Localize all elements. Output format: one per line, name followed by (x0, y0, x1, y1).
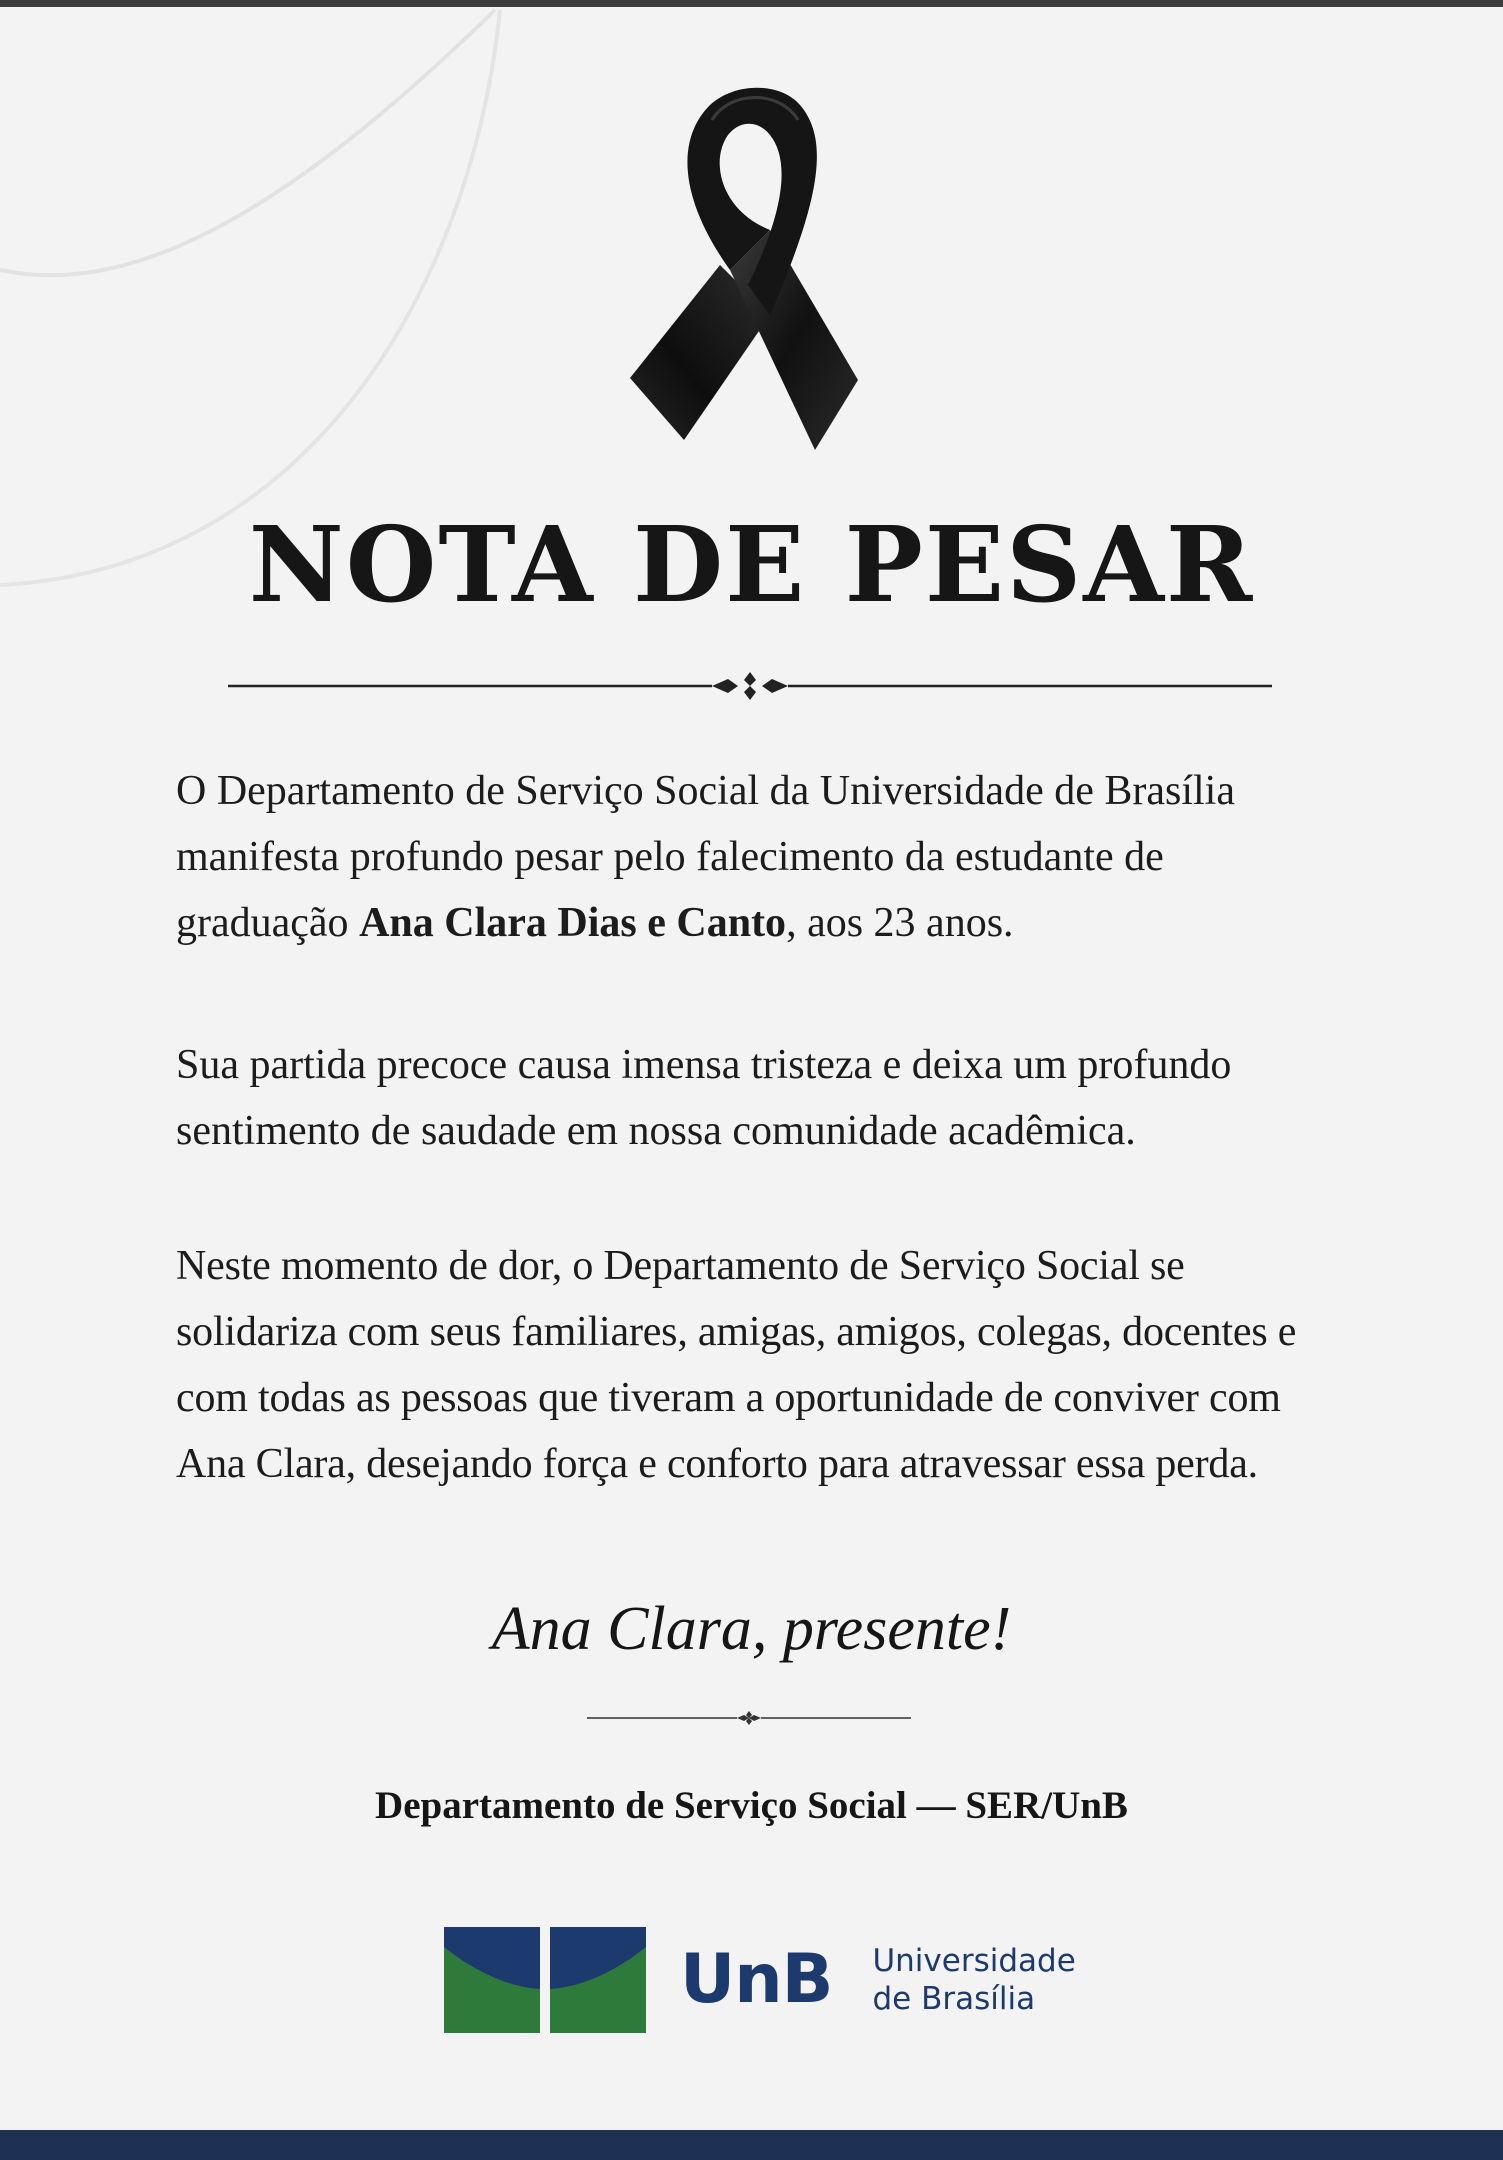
paragraph-solidarity: Neste momento de dor, o Departamento de Serviço Social se solidariza com seus familiares, amigas, amigos, colegas, docentes e com todas as pessoas que tiveram a oportunidade de conviver com Ana Clara, desejando força e conforto para atravessar essa perda. (176, 1243, 1297, 1487)
page-title: NOTA DE PESAR (248, 503, 1255, 626)
signature: Departamento de Serviço Social — SER/UnB (375, 1784, 1128, 1827)
student-name: Ana Clara Dias e Canto (359, 900, 787, 946)
mourning-ribbon-icon (620, 80, 880, 460)
small-diamond-ornament-icon (737, 1711, 761, 1725)
university-name-line-1: Universidade (872, 1943, 1076, 1979)
unb-logo (444, 1927, 1076, 2033)
paragraph-announcement (176, 758, 1336, 956)
bottom-bar (0, 2130, 1503, 2160)
university-name (872, 1942, 1075, 2018)
unb-abbreviation: UnB (680, 1940, 833, 2019)
university-name-line-2: de Brasília (872, 1981, 1036, 2017)
paragraph-announcement-text: O Departamento de Serviço Social da Universidade de Brasília manifesta profundo pesar pelo falecimento da estudante de graduação (176, 768, 1235, 946)
paragraph-sorrow: Sua partida precoce causa imensa tristeza e deixa um profundo sentimento de saudade em nossa comunidade acadêmica. (176, 1042, 1232, 1154)
signature-divider (587, 1708, 911, 1728)
title-divider (228, 666, 1272, 706)
tribute-line: Ana Clara, presente! (491, 1595, 1012, 1663)
paragraph-announcement-age: , aos 23 anos. (786, 900, 1014, 946)
diamond-ornament-icon (712, 672, 788, 700)
unb-emblem-icon (444, 1927, 646, 2033)
